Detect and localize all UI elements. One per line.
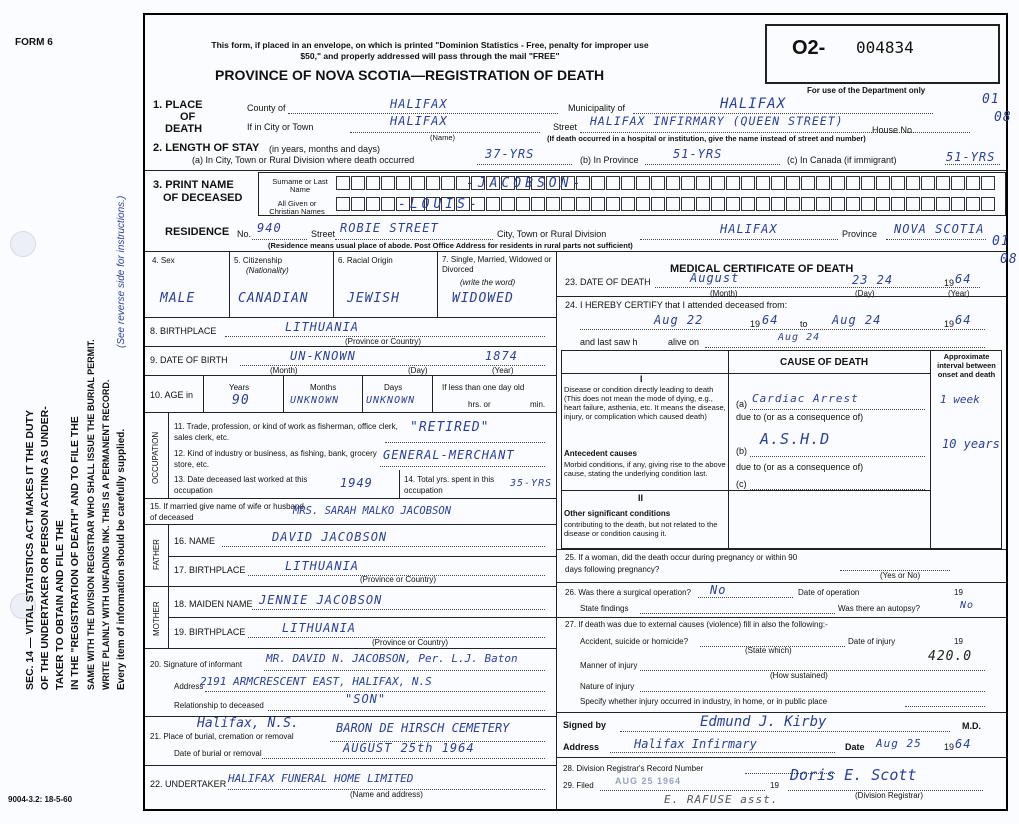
value-age-months: UNKNOWN bbox=[290, 395, 340, 406]
label-years: Years bbox=[229, 383, 250, 392]
label-burial-date: Date of burial or removal bbox=[174, 749, 262, 758]
label-in-city: (a) In City, Town or Rural Division where death occurred bbox=[192, 155, 415, 165]
label-approx: Approximate interval between onset and death bbox=[937, 352, 996, 379]
line-maiden bbox=[252, 609, 545, 610]
value-date-signed: Aug 25 bbox=[876, 737, 922, 750]
line-hosp-address bbox=[610, 752, 835, 753]
label-yes-no: (Yes or No) bbox=[880, 571, 921, 580]
value-alive-on: Aug 24 bbox=[778, 332, 821, 343]
value-res-no: 940 bbox=[257, 221, 282, 235]
dept-use-label: For use of the Department only bbox=[807, 86, 926, 95]
line-res-street bbox=[335, 239, 493, 240]
label-signed: Signed by bbox=[563, 720, 607, 730]
value-trade: "RETIRED" bbox=[410, 420, 490, 435]
label-state-findings: State findings bbox=[580, 604, 629, 613]
label-state-which: (State which) bbox=[745, 646, 792, 655]
rule-signed-top bbox=[556, 712, 1006, 713]
label-print-name: 3. PRINT NAME bbox=[153, 179, 234, 191]
label-antecedent-sub: Morbid conditions, if any, giving rise to the above cause, stating the underlying condition last. bbox=[564, 460, 726, 478]
line-findings bbox=[640, 613, 835, 614]
label-external: 27. If death was due to external causes (violence) fill in also the following:- bbox=[565, 620, 828, 629]
label-date-signed: Date bbox=[845, 742, 865, 752]
label-cause-a: (a) bbox=[736, 399, 747, 409]
label-place: 1. PLACE bbox=[153, 99, 203, 111]
margin-line-4: IN THE "REGISTRATION OF DEATH" AND TO FILE THE bbox=[69, 416, 81, 690]
hospital-note: (If death occurred in a hospital or institution, give the name instead of street and number) bbox=[547, 134, 866, 143]
label-birthplace17: 17. BIRTHPLACE bbox=[174, 565, 246, 575]
label-address: Address bbox=[174, 682, 204, 691]
cause-title: CAUSE OF DEATH bbox=[780, 357, 869, 368]
value-stay-city: 37-YRS bbox=[485, 147, 535, 161]
label-certify: 24. I HEREBY CERTIFY that I attended deceased from: bbox=[565, 300, 788, 310]
cause-col-left bbox=[728, 350, 729, 549]
rule-17-top bbox=[168, 556, 556, 557]
label-death-month: (Month) bbox=[710, 289, 738, 298]
label-res-street: Street bbox=[311, 229, 336, 239]
label-burial: 21. Place of burial, cremation or removal bbox=[150, 732, 294, 741]
value-marital: WIDOWED bbox=[452, 291, 514, 306]
label-birthplace19: 19. BIRTHPLACE bbox=[174, 627, 246, 637]
label-date-death: 23. DATE OF DEATH bbox=[565, 277, 651, 287]
label-min: min. bbox=[530, 400, 546, 409]
label-nature: Nature of injury bbox=[580, 682, 635, 691]
line-relationship bbox=[268, 710, 545, 711]
cause-col-right bbox=[930, 350, 931, 549]
label-in-province: (b) In Province bbox=[580, 155, 639, 165]
line-alive bbox=[705, 347, 985, 348]
value-total-years: 35-YRS bbox=[510, 478, 553, 489]
label-citizenship: 5. Citizenship bbox=[234, 256, 283, 265]
punch-hole-top bbox=[10, 231, 36, 257]
rule-18-top bbox=[145, 586, 556, 587]
value-age-days: UNKNOWN bbox=[366, 395, 416, 406]
label-autopsy: Was there an autopsy? bbox=[838, 604, 920, 613]
col-sex-right bbox=[229, 251, 230, 317]
line-signed bbox=[620, 731, 950, 732]
value-relationship: "SON" bbox=[345, 692, 387, 706]
value-hosp-address: Halifax Infirmary bbox=[634, 737, 757, 751]
rule-16-top bbox=[145, 524, 556, 525]
value-sex: MALE bbox=[160, 291, 196, 306]
value-last-worked: 1949 bbox=[340, 476, 373, 490]
value-figure: 420.0 bbox=[928, 649, 973, 664]
label-hrs: hrs. or bbox=[468, 400, 491, 409]
label-antecedent: Antecedent causes bbox=[564, 449, 637, 458]
label-sex: 4. Sex bbox=[152, 256, 175, 265]
value-from-date: Aug 22 bbox=[654, 313, 704, 327]
value-cause-b-interval: 10 years bbox=[942, 437, 1000, 451]
value-street: HALIFAX INFIRMARY (QUEEN STREET) bbox=[590, 114, 844, 128]
label-surgical: 26. Was there a surgical operation? bbox=[565, 588, 691, 597]
value-burial-cemetery: BARON DE HIRSCH CEMETERY bbox=[336, 721, 510, 735]
value-birthplace: LITHUANIA bbox=[285, 320, 360, 334]
line-certify bbox=[580, 329, 985, 330]
label-total-years: 14. Total yrs. spent in this occupation bbox=[404, 475, 495, 495]
label-industry: 12. Kind of industry or business, as fishing, bank, grocery store, etc. bbox=[174, 449, 377, 469]
label-op-year: 19 bbox=[954, 588, 963, 597]
margin-line-7: Every item of information should be carefully supplied. bbox=[116, 428, 127, 690]
line-stay-province bbox=[645, 164, 780, 165]
label-racial: 6. Racial Origin bbox=[338, 256, 393, 265]
value-dob-year: 1874 bbox=[485, 349, 518, 363]
label-other-sub: contributing to the death, but not related to the disease or condition causing it. bbox=[564, 520, 718, 538]
value-clerk: E. RAFUSE asst. bbox=[664, 793, 779, 806]
label-prov-country-19: (Province or Country) bbox=[372, 638, 449, 647]
rule-11-top bbox=[145, 412, 556, 413]
label-to-year: 19 bbox=[944, 319, 955, 329]
label-death-year-prefix: 19 bbox=[944, 278, 955, 288]
value-signed: Edmund J. Kirby bbox=[700, 714, 827, 730]
label-md: M.D. bbox=[962, 721, 981, 731]
label-of: OF bbox=[180, 111, 196, 123]
line-cause-b bbox=[750, 456, 925, 457]
value-cause-a-interval: 1 week bbox=[940, 393, 980, 406]
label-name16: 16. NAME bbox=[174, 536, 216, 546]
label-of-deceased: OF DECEASED bbox=[163, 192, 243, 204]
col-cit-right bbox=[333, 251, 334, 317]
label-death-day: (Day) bbox=[855, 289, 875, 298]
margin-line-6: WRITE PLAINLY WITH UNFADING INK. THIS IS A PERMANENT RECORD. bbox=[101, 379, 111, 690]
value-informant: MR. DAVID N. JACOBSON, Per. L.J. Baton bbox=[266, 652, 518, 665]
line-informant bbox=[264, 670, 545, 671]
label-hosp-address: Address bbox=[563, 742, 600, 752]
label-street: Street bbox=[553, 122, 578, 132]
label-months: Months bbox=[310, 383, 337, 392]
label-city-rural: City, Town or Rural Division bbox=[497, 229, 607, 239]
rule-20-top bbox=[145, 648, 556, 649]
label-mother: MOTHER bbox=[152, 601, 161, 636]
label-nationality: (Nationality) bbox=[246, 266, 289, 275]
value-autopsy: No bbox=[960, 600, 975, 611]
label-prov-country-8: (Province or Country) bbox=[345, 337, 422, 346]
label-roman-1: I bbox=[640, 374, 643, 384]
line-filed bbox=[600, 790, 765, 791]
label-filed: 29. Filed bbox=[563, 781, 594, 790]
value-city: HALIFAX bbox=[390, 114, 448, 128]
label-given: All Given or Christian Names bbox=[269, 199, 325, 216]
label-cause-c: (c) bbox=[736, 479, 747, 489]
line-date-death bbox=[655, 287, 980, 288]
value-given: -LOUIS- bbox=[398, 197, 481, 212]
label-date-signed-year: 19 bbox=[944, 742, 955, 752]
value-address: 2191 ARMCRESCENT EAST, HALIFAX, N.S bbox=[200, 675, 432, 688]
label-specify: Specify whether injury occurred in industry, in home, or in public place bbox=[580, 697, 828, 706]
cause-split-rule bbox=[561, 490, 930, 491]
side-mark-2: 08 bbox=[994, 110, 1012, 125]
value-stay-canada: 51-YRS bbox=[946, 150, 996, 164]
label-county: County of bbox=[247, 103, 286, 113]
label-municipality: Municipality of bbox=[568, 103, 626, 113]
value-racial: JEWISH bbox=[347, 291, 400, 306]
margin-line-3: TAKER TO OBTAIN AND FILE THE bbox=[54, 520, 66, 690]
label-manner: Manner of injury bbox=[580, 661, 638, 670]
margin-line-1: SEC. 14 — VITAL STATISTICS ACT MAKES IT THE DUTY bbox=[24, 409, 36, 690]
col-total-years bbox=[399, 470, 400, 498]
rule-22-top bbox=[145, 765, 556, 766]
label-maiden: 18. MAIDEN NAME bbox=[174, 599, 253, 609]
label-roman-2: II bbox=[638, 493, 644, 503]
rule-15-top bbox=[145, 498, 556, 499]
value-age-years: 90 bbox=[232, 393, 250, 408]
value-surname: -JACOBSON- bbox=[466, 176, 585, 191]
rule-19-top bbox=[168, 617, 556, 618]
label-in-canada: (c) In Canada (if immigrant) bbox=[787, 155, 897, 165]
line-trade bbox=[385, 442, 545, 443]
line-res-province bbox=[886, 239, 986, 240]
side-mark-1: 01 bbox=[982, 92, 1000, 107]
rule-25-top bbox=[556, 549, 1006, 550]
side-mark-3: 01 bbox=[992, 234, 1010, 249]
value-to-date: Aug 24 bbox=[832, 313, 882, 327]
rule-28-top bbox=[556, 757, 1006, 758]
label-last-saw: and last saw h bbox=[580, 337, 638, 347]
label-filed-year: 19 bbox=[770, 781, 779, 790]
value-registrar: Doris E. Scott bbox=[790, 766, 917, 784]
label-div-reg: (Division Registrar) bbox=[855, 791, 924, 800]
margin-line-8: (See reverse side for instructions.) bbox=[116, 195, 127, 348]
rule-26-top bbox=[556, 582, 1006, 583]
line-burial-date bbox=[262, 758, 545, 759]
value-death-day: 23 24 bbox=[852, 273, 894, 287]
label-spouse: 15. If married give name of wife or husband of deceased bbox=[150, 502, 304, 522]
label-to: to bbox=[800, 319, 808, 329]
label-informant: 20. Signature of informant bbox=[150, 660, 243, 669]
notice-text: This form, if placed in an envelope, on which is printed "Dominion Statistics - Free, penalty for improper use $50," and properly addressed will pass through the mail "FREE" bbox=[211, 40, 649, 61]
value-burial-date: AUGUST 25th 1964 bbox=[343, 741, 475, 755]
form-footer-code: 9004-3.2: 18-5-60 bbox=[8, 795, 73, 804]
value-father-birthplace: LITHUANIA bbox=[285, 559, 360, 573]
value-stay-province: 51-YRS bbox=[673, 147, 723, 161]
label-disease: Disease or condition directly leading to death (This does not mean the mode of dying, e.g., heart failure, asthenia, etc. It means the disease, injury, or complication which caused death) bbox=[564, 385, 726, 421]
col-racial-right bbox=[437, 251, 438, 317]
label-length-sub: (in years, months and days) bbox=[269, 144, 381, 154]
label-no: No. bbox=[237, 229, 252, 239]
label-residence: RESIDENCE bbox=[165, 226, 230, 238]
stamp-filed: AUG 25 1964 bbox=[615, 776, 682, 786]
label-occupation: OCCUPATION bbox=[151, 431, 160, 484]
label-death-year: (Year) bbox=[948, 289, 970, 298]
label-trade: 11. Trade, profession, or kind of work as fisherman, office clerk, sales clerk, etc. bbox=[174, 422, 398, 442]
label-alive-on: alive on bbox=[668, 337, 700, 347]
label-sustained: (How sustained) bbox=[770, 671, 828, 680]
rule-3-top bbox=[145, 170, 1006, 171]
label-name-address: (Name and address) bbox=[350, 790, 423, 799]
label-date-injury: Date of injury bbox=[848, 637, 896, 646]
label-name: (Name) bbox=[430, 133, 456, 142]
divider-main bbox=[556, 251, 557, 809]
residence-note: (Residence means usual place of abode. Post Office Address for residents in rural parts not sufficient) bbox=[268, 241, 633, 250]
label-date-op: Date of operation bbox=[798, 588, 860, 597]
label-cause-b: (b) bbox=[736, 446, 747, 456]
label-father: FATHER bbox=[152, 539, 161, 570]
label-prov-country-17: (Province or Country) bbox=[360, 575, 437, 584]
rule-24-top bbox=[556, 296, 1006, 297]
label-year: (Year) bbox=[492, 366, 514, 375]
label-other: Other significant conditions bbox=[564, 509, 671, 518]
line-stay-city bbox=[477, 164, 572, 165]
margin-line-5: SAME WITH THE DIVISION REGISTRAR WHO SHALL ISSUE THE BURIAL PERMIT. bbox=[86, 339, 96, 690]
value-spouse: MRS. SARAH MALKO JACOBSON bbox=[293, 505, 452, 517]
line-surgical bbox=[698, 597, 793, 598]
line-res-city bbox=[640, 239, 838, 240]
label-relationship: Relationship to deceased bbox=[174, 701, 264, 710]
label-length: 2. LENGTH OF STAY bbox=[153, 142, 260, 154]
serial-number: 004834 bbox=[856, 38, 914, 57]
form-id: FORM 6 bbox=[15, 37, 53, 48]
value-mother-birthplace: LITHUANIA bbox=[282, 621, 357, 635]
value-mother-maiden: JENNIE JACOBSON bbox=[259, 593, 383, 607]
label-due-to-2: due to (or as a consequence of) bbox=[736, 462, 864, 472]
label-res-province: Province bbox=[842, 229, 878, 239]
label-undertaker: 22. UNDERTAKER bbox=[150, 779, 227, 789]
label-surname: Surname or Last Name bbox=[272, 177, 328, 194]
serial-prefix: O2- bbox=[792, 37, 826, 59]
cause-header-rule bbox=[561, 373, 930, 374]
label-days: Days bbox=[384, 383, 403, 392]
label-age: 10. AGE in bbox=[150, 390, 194, 400]
label-last-worked: 13. Date deceased last worked at this occupation bbox=[174, 475, 308, 495]
label-due-to-1: due to (or as a consequence of) bbox=[736, 412, 864, 422]
value-cert-year1: 64 bbox=[762, 313, 779, 327]
label-accident: Accident, suicide or homicide? bbox=[580, 637, 689, 646]
label-reg-number: 28. Division Registrar's Record Number bbox=[563, 764, 704, 773]
label-house-no: House No. bbox=[872, 125, 915, 135]
label-woman: 25. If a woman, did the death occur during pregnancy or within 90 days following pregnancy? bbox=[565, 553, 798, 574]
rule-4-top bbox=[145, 251, 1006, 252]
label-day: (Day) bbox=[408, 366, 428, 375]
line-father-name bbox=[222, 546, 545, 547]
value-res-street: ROBIE STREET bbox=[340, 221, 439, 235]
label-dob: 9. DATE OF BIRTH bbox=[150, 355, 228, 365]
label-city-town: If in City or Town bbox=[247, 122, 314, 132]
label-birthplace8: 8. BIRTHPLACE bbox=[150, 326, 217, 336]
line-specify bbox=[905, 706, 985, 707]
value-burial-place: Halifax, N.S. bbox=[197, 716, 299, 731]
side-mark-4: 08 bbox=[1000, 252, 1018, 267]
col-months bbox=[362, 375, 363, 412]
value-industry: GENERAL-MERCHANT bbox=[383, 448, 515, 462]
label-write-word: (write the word) bbox=[460, 278, 516, 287]
col-days bbox=[432, 375, 433, 412]
line-nature bbox=[640, 691, 985, 692]
label-injury-year: 19 bbox=[954, 637, 963, 646]
margin-line-2: OF THE UNDERTAKER OR PERSON ACTING AS UNDER- bbox=[39, 406, 51, 690]
surname-cells bbox=[336, 176, 1004, 195]
line-res-no bbox=[252, 239, 307, 240]
value-father-name: DAVID JACOBSON bbox=[272, 530, 388, 544]
label-marital: 7. Single, Married, Widowed or Divorced bbox=[442, 255, 552, 274]
value-date-year: 64 bbox=[955, 737, 972, 751]
line-industry bbox=[380, 466, 545, 467]
value-death-year: 64 bbox=[955, 272, 972, 286]
medical-title: MEDICAL CERTIFICATE OF DEATH bbox=[670, 263, 854, 275]
father-col bbox=[168, 524, 169, 586]
label-death: DEATH bbox=[165, 123, 203, 135]
rule-10-top bbox=[145, 375, 556, 376]
value-death-month: August bbox=[690, 271, 740, 285]
rule-27-top bbox=[556, 617, 1006, 618]
rule-8-top bbox=[145, 317, 556, 318]
value-municipality: HALIFAX bbox=[720, 96, 787, 112]
value-dob: UN-KNOWN bbox=[290, 349, 356, 363]
value-county: HALIFAX bbox=[390, 97, 448, 111]
col-years bbox=[283, 375, 284, 412]
value-cause-b: A.S.H.D bbox=[760, 430, 831, 448]
form-title: PROVINCE OF NOVA SCOTIA—REGISTRATION OF DEATH bbox=[215, 67, 605, 83]
value-cert-year2: 64 bbox=[955, 313, 972, 327]
value-res-city: HALIFAX bbox=[720, 222, 778, 236]
value-res-province: NOVA SCOTIA bbox=[894, 222, 985, 236]
value-undertaker: HALIFAX FUNERAL HOME LIMITED bbox=[228, 772, 414, 785]
label-from-year: 19 bbox=[750, 319, 761, 329]
value-cause-a: Cardiac Arrest bbox=[752, 392, 859, 405]
value-citizenship: CANADIAN bbox=[238, 291, 309, 306]
col-age bbox=[203, 375, 204, 412]
occupation-col bbox=[168, 412, 169, 498]
label-less-day: If less than one day old bbox=[442, 383, 525, 392]
label-month: (Month) bbox=[270, 366, 298, 375]
line-cause-a bbox=[750, 409, 925, 410]
value-surgical: No bbox=[710, 583, 727, 597]
rule-9-top bbox=[145, 346, 556, 347]
line-stay-canada bbox=[945, 164, 1000, 165]
